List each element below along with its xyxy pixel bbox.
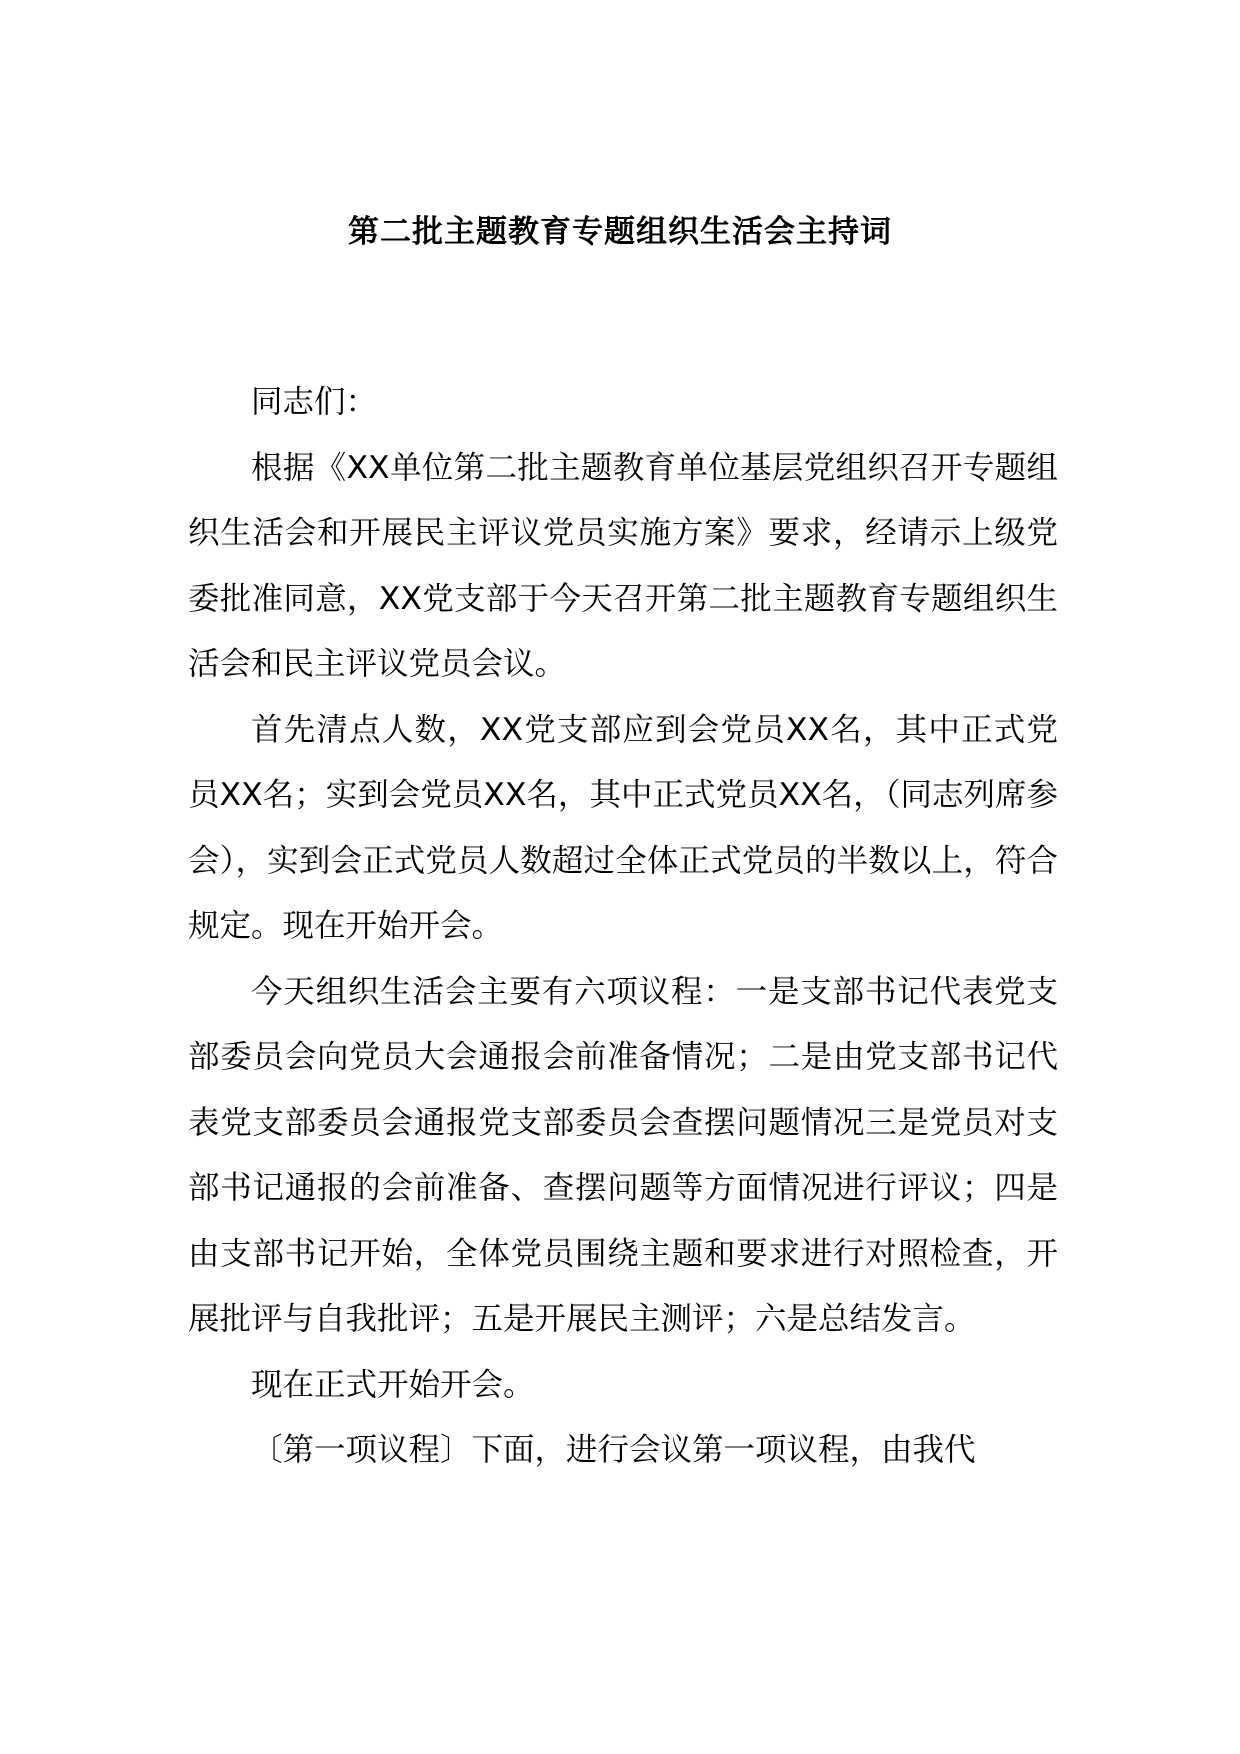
document-title: 第二批主题教育专题组织生活会主持词 (348, 214, 892, 250)
paragraph-salutation: 同志们： (251, 384, 378, 420)
paragraph-first-item: 〔第一项议程〕下面，进行会议第一项议程，由我代 (251, 1432, 976, 1468)
document-body (188, 370, 1058, 1484)
paragraph-agenda: 今天组织生活会主要有六项议程：一是支部书记代表党支部委员会向党员大会通报会前准备情况；二是由党支部书记代表党支部委员会通报党支部委员会查摆问题情况三是党员对支部书记通报的会前准备、查摆问题等方面情况进行评议；四是由支部书记开始，全体党员围绕主题和要求进行对照检查，开展批评与自我批评；五是开展民主测评；六是总结发言。 (188, 973, 1058, 1337)
paragraph-attendance: 首先清点人数，XX党支部应到会党员XX名，其中正式党员XX名；实到会党员XX名，其中正式党员XX名，（同志列席参会），实到会正式党员人数超过全体正式党员的半数以上，符合规定。现在开始开会。 (188, 711, 1058, 944)
paragraph-basis: 根据《XX单位第二批主题教育单位基层党组织召开专题组织生活会和开展民主评议党员实施方案》要求，经请示上级党委批准同意，XX党支部于今天召开第二批主题教育专题组织生活会和民主评议党员会议。 (188, 449, 1058, 682)
paragraph-meeting-start: 现在正式开始开会。 (251, 1366, 535, 1403)
